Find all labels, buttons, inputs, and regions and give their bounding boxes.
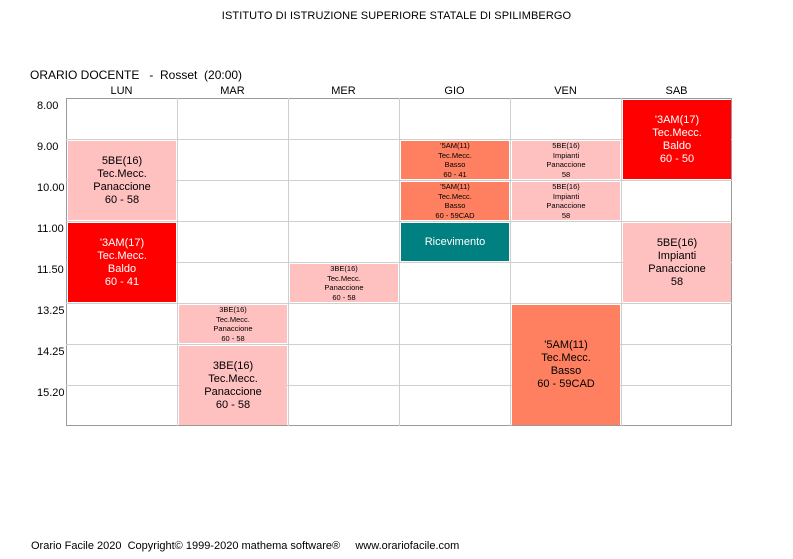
time-label: 11.00 <box>37 223 64 235</box>
lesson-cell[interactable] <box>401 182 509 220</box>
grid-row-line <box>66 303 732 304</box>
lesson-line: Tec.Mecc. <box>216 314 250 324</box>
day-label-ven: VEN <box>554 85 577 97</box>
grid-row-line <box>66 344 732 345</box>
lesson-line: Basso <box>444 201 466 210</box>
lesson-cell[interactable] <box>512 182 620 220</box>
lesson-line: 60 - 58 <box>221 333 245 343</box>
lesson-line: Tec.Mecc. <box>652 126 702 139</box>
day-label-mar: MAR <box>220 85 245 97</box>
day-label-lun: LUN <box>110 85 133 97</box>
lesson-line: 5BE(16) <box>101 154 143 167</box>
lesson-cell[interactable] <box>512 305 620 425</box>
time-label: 14.25 <box>37 346 65 358</box>
lesson-line: Baldo <box>662 139 692 152</box>
footer-copyright: Orario Facile 2020 Copyright© 1999-2020 mathema software® www.orariofacile.com <box>31 540 460 552</box>
lesson-line: Tec.Mecc. <box>327 273 361 283</box>
lesson-line: Baldo <box>107 262 137 275</box>
time-label: 9.00 <box>37 141 59 153</box>
lesson-line: 3BE(16) <box>330 264 358 273</box>
day-label-sab: SAB <box>665 85 688 97</box>
lesson-line: Impianti <box>657 249 697 262</box>
lesson-cell[interactable] <box>623 100 731 179</box>
day-label-gio: GIO <box>444 85 465 97</box>
lesson-cell[interactable] <box>179 346 287 425</box>
lesson-line: 5BE(16) <box>656 236 698 249</box>
lesson-cell[interactable] <box>290 264 398 302</box>
lesson-line: 5BE(16) <box>552 141 580 150</box>
lesson-line: Tec.Mecc. <box>438 150 472 160</box>
lesson-line: Impianti <box>552 150 580 160</box>
lesson-line: Tec.Mecc. <box>438 191 472 201</box>
lesson-line: 60 - 59CAD <box>537 378 595 390</box>
lesson-line: 60 - 41 <box>443 169 467 179</box>
lesson-line: Tec.Mecc. <box>97 167 147 180</box>
lesson-line: 60 - 58 <box>104 193 140 206</box>
time-label: 15.20 <box>37 387 65 399</box>
lesson-line: Panaccione <box>546 160 586 169</box>
teacher-schedule-title: ORARIO DOCENTE - Rosset (20:00) <box>30 68 243 82</box>
lesson-line: 58 <box>561 210 571 220</box>
lesson-line: Panaccione <box>204 385 262 398</box>
lesson-line: 58 <box>561 169 571 179</box>
lesson-cell[interactable] <box>401 141 509 179</box>
grid-row-line <box>66 385 732 386</box>
lesson-cell[interactable] <box>623 223 731 302</box>
lesson-line: Panaccione <box>213 324 253 333</box>
lesson-line: '5AM(11) <box>544 339 588 351</box>
lesson-line: Ricevimento <box>424 235 486 248</box>
time-label: 10.00 <box>37 182 65 194</box>
lesson-line: 60 - 59CAD <box>435 210 475 220</box>
lesson-cell[interactable] <box>68 223 176 302</box>
lesson-line: Tec.Mecc. <box>541 352 591 364</box>
reception-slot[interactable] <box>401 223 509 261</box>
lesson-line: Basso <box>444 160 466 169</box>
lesson-line: Panaccione <box>546 201 586 210</box>
time-label: 13.25 <box>37 305 65 317</box>
lesson-line: 60 - 58 <box>215 398 251 411</box>
lesson-line: 58 <box>670 275 684 288</box>
time-label: 11.50 <box>37 264 64 276</box>
lesson-cell[interactable] <box>68 141 176 220</box>
lesson-line: Impianti <box>552 191 580 201</box>
lesson-line: Panaccione <box>648 262 706 275</box>
time-label: 8.00 <box>37 100 59 112</box>
lesson-line: 5BE(16) <box>552 182 580 191</box>
day-label-mer: MER <box>331 85 356 97</box>
lesson-line: 60 - 50 <box>659 152 695 165</box>
lesson-cell[interactable] <box>512 141 620 179</box>
lesson-line: Tec.Mecc. <box>208 372 258 385</box>
lesson-cell[interactable] <box>179 305 287 343</box>
lesson-line: Tec.Mecc. <box>97 249 147 262</box>
lesson-line: '5AM(11) <box>440 141 470 150</box>
lesson-line: 3BE(16) <box>212 359 254 372</box>
lesson-line: 3BE(16) <box>219 305 247 314</box>
lesson-line: Panaccione <box>93 180 151 193</box>
lesson-line: '5AM(11) <box>440 182 470 191</box>
lesson-line: 60 - 58 <box>332 292 356 302</box>
lesson-line: 60 - 41 <box>104 275 140 288</box>
lesson-line: Panaccione <box>324 283 364 292</box>
grid-row-line <box>66 221 732 222</box>
lesson-line: Basso <box>550 365 582 377</box>
school-title: ISTITUTO DI ISTRUZIONE SUPERIORE STATALE DI SPILIMBERGO <box>221 10 572 22</box>
lesson-line: '3AM(17) <box>654 113 700 126</box>
lesson-line: '3AM(17) <box>99 236 145 249</box>
